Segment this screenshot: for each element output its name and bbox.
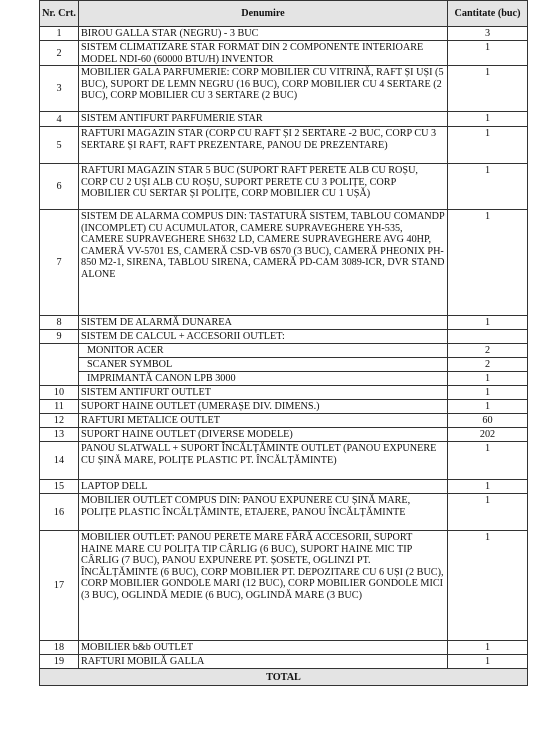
row-denumire: SISTEM DE ALARMA COMPUS DIN: TASTATURĂ SISTEM, TABLOU COMANDP (INCOMPLET) CU ACUMULATOR, CAMERE SUPRAVEGHERE YH-535, CAMERE SUPRAVEGHERE SH632 LD, CAMERE SUPRAVEGHERE AVG 40HP, CAMERĂ VV-5701 ES, CAMERĂ CSD-VB 6S70 (3 BUC), CAMERĂ PHEONIX PH-850 M2-1, SIRENA, TABLOU SIRENA, CAMERĂ PD-CAM 3089-ICR, DVR STAND ALONE (79, 210, 448, 316)
table-row (40, 386, 528, 400)
row-number: 13 (40, 428, 79, 442)
row-cantitate: 202 (448, 428, 528, 442)
row-number (40, 344, 79, 358)
row-cantitate: 3 (448, 27, 528, 41)
row-denumire: RAFTURI METALICE OUTLET (79, 414, 448, 428)
row-number: 9 (40, 330, 79, 344)
table-row (40, 428, 528, 442)
row-denumire: SUPORT HAINE OUTLET (DIVERSE MODELE) (79, 428, 448, 442)
table-row (40, 316, 528, 330)
row-cantitate: 1 (448, 41, 528, 66)
header-row (40, 1, 528, 27)
total-label: TOTAL (40, 669, 528, 686)
table-body (40, 27, 528, 669)
row-number: 2 (40, 41, 79, 66)
row-denumire: MONITOR ACER (79, 344, 448, 358)
table-row (40, 210, 528, 316)
row-cantitate: 1 (448, 112, 528, 127)
row-number: 12 (40, 414, 79, 428)
header-cantitate: Cantitate (buc) (448, 1, 528, 27)
row-number: 6 (40, 164, 79, 210)
table-row (40, 112, 528, 127)
row-denumire: RAFTURI MAGAZIN STAR 5 BUC (SUPORT RAFT PERETE ALB CU ROȘU, CORP CU 2 UȘI ALB CU ROȘU, SUPORT PERETE CU 3 POLIȚE, CORP MOBILIER CU SERTAR ȘI POLIȚE, CORP MOBILIER CU 1 UȘĂ) (79, 164, 448, 210)
row-number: 15 (40, 480, 79, 494)
table-row (40, 480, 528, 494)
row-cantitate: 1 (448, 400, 528, 414)
row-cantitate: 1 (448, 641, 528, 655)
row-number (40, 372, 79, 386)
row-number: 19 (40, 655, 79, 669)
row-number: 5 (40, 127, 79, 164)
row-denumire: MOBILIER GALA PARFUMERIE: CORP MOBILIER CU VITRINĂ, RAFT ȘI UȘI (5 BUC), SUPORT DE LEMN NEGRU (16 BUC), CORP MOBILIER CU 4 SERTARE (2 BUC), CORP MOBILIER CU 3 SERTARE (2 BUC) (79, 66, 448, 112)
row-denumire: IMPRIMANTĂ CANON LPB 3000 (79, 372, 448, 386)
row-denumire: SISTEM DE CALCUL + ACCESORII OUTLET: (79, 330, 448, 344)
row-number: 1 (40, 27, 79, 41)
table-row (40, 442, 528, 480)
row-denumire: SUPORT HAINE OUTLET (UMERAȘE DIV. DIMENS.) (79, 400, 448, 414)
row-cantitate: 2 (448, 358, 528, 372)
total-row (40, 669, 528, 686)
row-denumire: LAPTOP DELL (79, 480, 448, 494)
sub-item-row (40, 372, 528, 386)
table-row (40, 655, 528, 669)
table-row (40, 27, 528, 41)
row-cantitate: 1 (448, 316, 528, 330)
row-number: 18 (40, 641, 79, 655)
inventory-table (39, 0, 528, 686)
header-nr: Nr. Crt. (40, 1, 79, 27)
table-row (40, 641, 528, 655)
row-number: 4 (40, 112, 79, 127)
row-denumire: SCANER SYMBOL (79, 358, 448, 372)
row-cantitate: 1 (448, 210, 528, 316)
row-number: 16 (40, 494, 79, 531)
row-cantitate: 1 (448, 531, 528, 641)
row-cantitate: 1 (448, 372, 528, 386)
row-cantitate: 1 (448, 480, 528, 494)
row-number: 7 (40, 210, 79, 316)
row-denumire: MOBILIER OUTLET COMPUS DIN: PANOU EXPUNERE CU ȘINĂ MARE, POLIȚE PLASTIC ÎNCĂLȚĂMINTE, ETAJERE, PANOU ÎNCĂLȚĂMINTE (79, 494, 448, 531)
row-cantitate: 2 (448, 344, 528, 358)
table-row (40, 494, 528, 531)
row-number: 3 (40, 66, 79, 112)
row-denumire: SISTEM ANTIFURT PARFUMERIE STAR (79, 112, 448, 127)
table-row (40, 531, 528, 641)
row-number: 17 (40, 531, 79, 641)
table-row (40, 127, 528, 164)
table-row (40, 66, 528, 112)
table-row (40, 400, 528, 414)
row-cantitate: 60 (448, 414, 528, 428)
table-row (40, 414, 528, 428)
row-number: 11 (40, 400, 79, 414)
row-denumire: MOBILIER b&b OUTLET (79, 641, 448, 655)
row-cantitate: 1 (448, 494, 528, 531)
row-denumire: PANOU SLATWALL + SUPORT ÎNCĂLȚĂMINTE OUTLET (PANOU EXPUNERE CU ȘINĂ MARE, POLIȚE PLASTIC PT. ÎNCĂLȚĂMINTE) (79, 442, 448, 480)
table-row (40, 330, 528, 344)
table-row (40, 41, 528, 66)
row-cantitate: 1 (448, 386, 528, 400)
row-denumire: RAFTURI MOBILĂ GALLA (79, 655, 448, 669)
row-cantitate (448, 330, 528, 344)
sub-item-row (40, 344, 528, 358)
row-cantitate: 1 (448, 127, 528, 164)
row-denumire: SISTEM ANTIFURT OUTLET (79, 386, 448, 400)
row-cantitate: 1 (448, 442, 528, 480)
row-denumire: RAFTURI MAGAZIN STAR (CORP CU RAFT ȘI 2 SERTARE -2 BUC, CORP CU 3 SERTARE ȘI RAFT, RAFT PREZENTARE, PANOU DE PREZENTARE) (79, 127, 448, 164)
row-number: 8 (40, 316, 79, 330)
row-denumire: MOBILIER OUTLET: PANOU PERETE MARE FĂRĂ ACCESORII, SUPORT HAINE MARE CU POLIȚA TIP CÂRLIG (6 BUC), SUPORT HAINE MIC TIP CÂRLIG (7 BUC), PANOU EXPUNERE PT. ȘOSETE, OGLINZI PT. ÎNCĂLȚĂMINTE (6 BUC), CORP MOBILIER PT. DEPOZITARE CU 6 UȘI (2 BUC), CORP MOBILIER GONDOLE MARI (12 BUC), CORP MOBILIER GONDOLE MICI (3 BUC), OGLINDĂ MEDIE (6 BUC), OGLINDĂ MARE (3 BUC) (79, 531, 448, 641)
row-cantitate: 1 (448, 66, 528, 112)
row-number: 14 (40, 442, 79, 480)
sub-item-row (40, 358, 528, 372)
row-denumire: BIROU GALLA STAR (NEGRU) - 3 BUC (79, 27, 448, 41)
row-cantitate: 1 (448, 655, 528, 669)
row-number: 10 (40, 386, 79, 400)
row-denumire: SISTEM DE ALARMĂ DUNAREA (79, 316, 448, 330)
row-denumire: SISTEM CLIMATIZARE STAR FORMAT DIN 2 COMPONENTE INTERIOARE MODEL NDI-60 (60000 BTU/H) INVENTOR (79, 41, 448, 66)
table-row (40, 164, 528, 210)
row-number (40, 358, 79, 372)
row-cantitate: 1 (448, 164, 528, 210)
header-denumire: Denumire (79, 1, 448, 27)
